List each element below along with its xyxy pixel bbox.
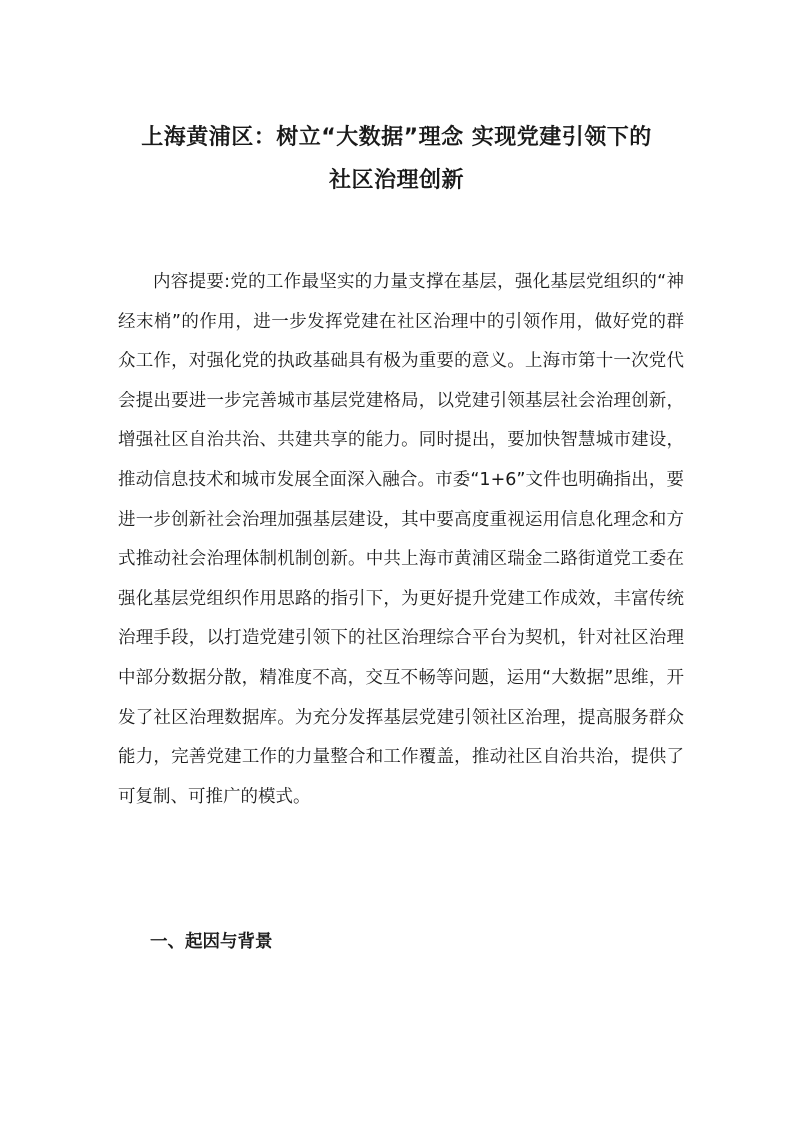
section-heading: 一、起因与背景 bbox=[150, 932, 273, 952]
document-title-line-1: 上海黄浦区：树立“大数据”理念 实现党建引领下的 bbox=[141, 125, 652, 150]
document-title-line-2: 社区治理创新 bbox=[328, 168, 464, 193]
abstract-paragraph: 内容提要:党的工作最坚实的力量支撑在基层，强化基层党组织的“神经末梢”的作用，进一步发挥党建在社区治理中的引领作用，做好党的群众工作，对强化党的执政基础具有极为重要的意义。上海市第十一次党代会提出要进一步完善城市基层党建格局，以党建引领基层社会治理创新，增强社区自治共治、共建共享的能力。同时提出，要加快智慧城市建设，推动信息技术和城市发展全面深入融合。市委“1+6”文件也明确指出，要进一步创新社会治理加强基层建设，其中要高度重视运用信息化理念和方式推动社会治理体制机制创新。中共上海市黄浦区瑞金二路街道党工委在强化基层党组织作用思路的指引下，为更好提升党建工作成效，丰富传统治理手段，以打造党建引领下的社区治理综合平台为契机，针对社区治理中部分数据分散，精准度不高，交互不畅等问题，运用“大数据”思维，开发了社区治理数据库。为充分发挥基层党建引领社区治理，提高服务群众能力，完善党建工作的力量整合和工作覆盖，推动社区自治共治，提供了可复制、可推广的模式。 bbox=[118, 272, 684, 807]
